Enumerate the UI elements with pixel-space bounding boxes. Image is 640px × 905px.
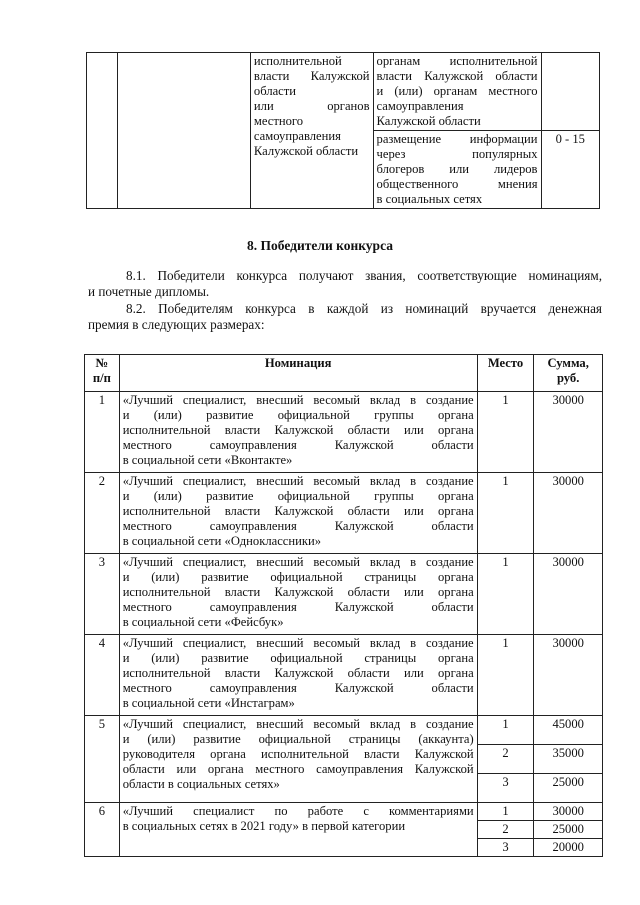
cell-line: области: [253, 84, 297, 98]
sum-cell: 25000: [534, 821, 603, 839]
nomination-cell: [119, 392, 477, 473]
header-text: Сумма,: [547, 356, 589, 370]
table-row: [85, 392, 603, 473]
table-row: [85, 554, 603, 635]
sum-cell: 45000: [534, 716, 603, 745]
cell-line: местного: [253, 114, 304, 128]
nomination-line: местного самоуправления Калужской области: [122, 600, 474, 614]
sum-cell: 30000: [534, 554, 603, 635]
cell-line: самоуправления: [253, 129, 341, 143]
place-cell: 1: [477, 392, 534, 473]
top-table: [86, 52, 600, 209]
paragraph: [88, 301, 602, 332]
nomination-cell: [119, 473, 477, 554]
nomination-line: местного самоуправления Калужской области: [122, 681, 474, 695]
paragraph-line: 8.2. Победителям конкурса в каждой из номинаций вручается денежная: [126, 301, 602, 316]
paragraph-line: 8.1. Победители конкурса получают звания, соответствующие номинациям,: [126, 268, 602, 283]
table-cell: [117, 53, 250, 209]
nomination-cell: [119, 554, 477, 635]
place-cell: 1: [477, 554, 534, 635]
row-number: 6: [85, 803, 120, 857]
sum-cell: 30000: [534, 803, 603, 821]
nomination-line: местного самоуправления Калужской области: [122, 519, 474, 533]
score-cell: 0 - 15: [541, 131, 599, 209]
sum-cell: 30000: [534, 473, 603, 554]
header-text: руб.: [556, 371, 580, 385]
row-number: 1: [85, 392, 120, 473]
sum-cell: 30000: [534, 635, 603, 716]
table-cell: [87, 53, 118, 209]
cell-line: и (или) органам местного: [376, 84, 538, 98]
nomination-line: «Лучший специалист, внесший весомый вклад в создание: [122, 393, 474, 407]
cell-line: или органов: [253, 99, 370, 113]
cell-line: органам исполнительной: [376, 54, 538, 68]
place-cell: 1: [477, 473, 534, 554]
paragraph: [88, 268, 602, 299]
table-row: [85, 716, 603, 745]
header-text: п/п: [92, 371, 111, 385]
nomination-line: местного самоуправления Калужской области: [122, 438, 474, 452]
nomination-line: «Лучший специалист, внесший весомый вклад в создание: [122, 636, 474, 650]
nomination-line: в социальной сети «Одноклассники»: [122, 534, 322, 548]
nomination-cell: [119, 635, 477, 716]
place-cell: 1: [477, 716, 534, 745]
header-num: [85, 355, 120, 392]
nomination-line: исполнительной власти Калужской области или органа: [122, 423, 474, 437]
place-cell: 2: [477, 745, 534, 774]
table-row: [85, 473, 603, 554]
nomination-line: руководителя органа исполнительной власти Калужской: [122, 747, 474, 761]
header-text: №: [95, 356, 109, 370]
header-place: Место: [477, 355, 534, 392]
cell-line: в социальных сетях: [376, 192, 483, 206]
nomination-line: исполнительной власти Калужской области или органа: [122, 504, 474, 518]
nomination-line: «Лучший специалист, внесший весомый вклад в создание: [122, 474, 474, 488]
place-cell: 1: [477, 635, 534, 716]
row-number: 4: [85, 635, 120, 716]
cell-line: через популярных: [376, 147, 538, 161]
nomination-line: и (или) развитие официальной страницы органа: [122, 570, 474, 584]
section-heading: 8. Победители конкурса: [247, 238, 393, 253]
place-cell: 3: [477, 839, 534, 857]
table-row: [85, 635, 603, 716]
nomination-line: области или органа местного самоуправления Калужской: [122, 762, 474, 776]
nomination-line: и (или) развитие официальной группы органа: [122, 489, 474, 503]
cell-line: власти Калужской области: [376, 69, 538, 83]
nomination-line: и (или) развитие официальной страницы органа: [122, 651, 474, 665]
place-cell: 1: [477, 803, 534, 821]
paragraph-line: и почетные дипломы.: [88, 283, 210, 299]
nomination-line: области в социальных сетях»: [122, 777, 280, 791]
row-number: 5: [85, 716, 120, 803]
nomination-line: в социальной сети «Вконтакте»: [122, 453, 293, 467]
table-row: [87, 53, 600, 131]
sum-cell: 25000: [534, 774, 603, 803]
cell-line: блогеров или лидеров: [376, 162, 538, 176]
cell-line: власти Калужской: [253, 69, 370, 83]
nomination-line: и (или) развитие официальной группы органа: [122, 408, 474, 422]
nomination-line: «Лучший специалист, внесший весомый вклад в создание: [122, 555, 474, 569]
sum-cell: 30000: [534, 392, 603, 473]
nomination-cell: [119, 716, 477, 803]
nomination-line: в социальных сетях в 2021 году» в первой категории: [122, 819, 406, 833]
nomination-line: и (или) развитие официальной страницы (аккаунта): [122, 732, 474, 746]
nomination-line: «Лучший специалист по работе с комментариями: [122, 804, 474, 818]
cell-line: Калужской области: [253, 144, 359, 158]
cell-line: Калужской области: [376, 114, 481, 128]
header-nomination: Номинация: [119, 355, 477, 392]
nomination-cell: [119, 803, 477, 857]
cell-line: размещение информации: [376, 132, 538, 146]
place-cell: 2: [477, 821, 534, 839]
nomination-line: «Лучший специалист, внесший весомый вклад в создание: [122, 717, 474, 731]
row-number: 2: [85, 473, 120, 554]
sum-cell: 20000: [534, 839, 603, 857]
header-row: [85, 355, 603, 392]
paragraph-line: премия в следующих размерах:: [88, 316, 265, 332]
row-number: 3: [85, 554, 120, 635]
table-row: [85, 803, 603, 821]
sum-cell: 35000: [534, 745, 603, 774]
authority-cell: [250, 53, 373, 209]
nomination-line: в социальной сети «Инстаграм»: [122, 696, 295, 710]
score-cell: [541, 53, 599, 131]
prize-table: [84, 354, 603, 857]
nomination-line: в социальной сети «Фейсбук»: [122, 615, 284, 629]
nomination-line: исполнительной власти Калужской области или органа: [122, 666, 474, 680]
nomination-line: исполнительной власти Калужской области или органа: [122, 585, 474, 599]
prize-body: [85, 392, 603, 857]
header-sum: [534, 355, 603, 392]
place-cell: 3: [477, 774, 534, 803]
criteria-cell: [373, 53, 541, 131]
cell-line: общественного мнения: [376, 177, 538, 191]
criteria-cell: [373, 131, 541, 209]
cell-line: самоуправления: [376, 99, 464, 113]
cell-line: исполнительной: [253, 54, 342, 68]
